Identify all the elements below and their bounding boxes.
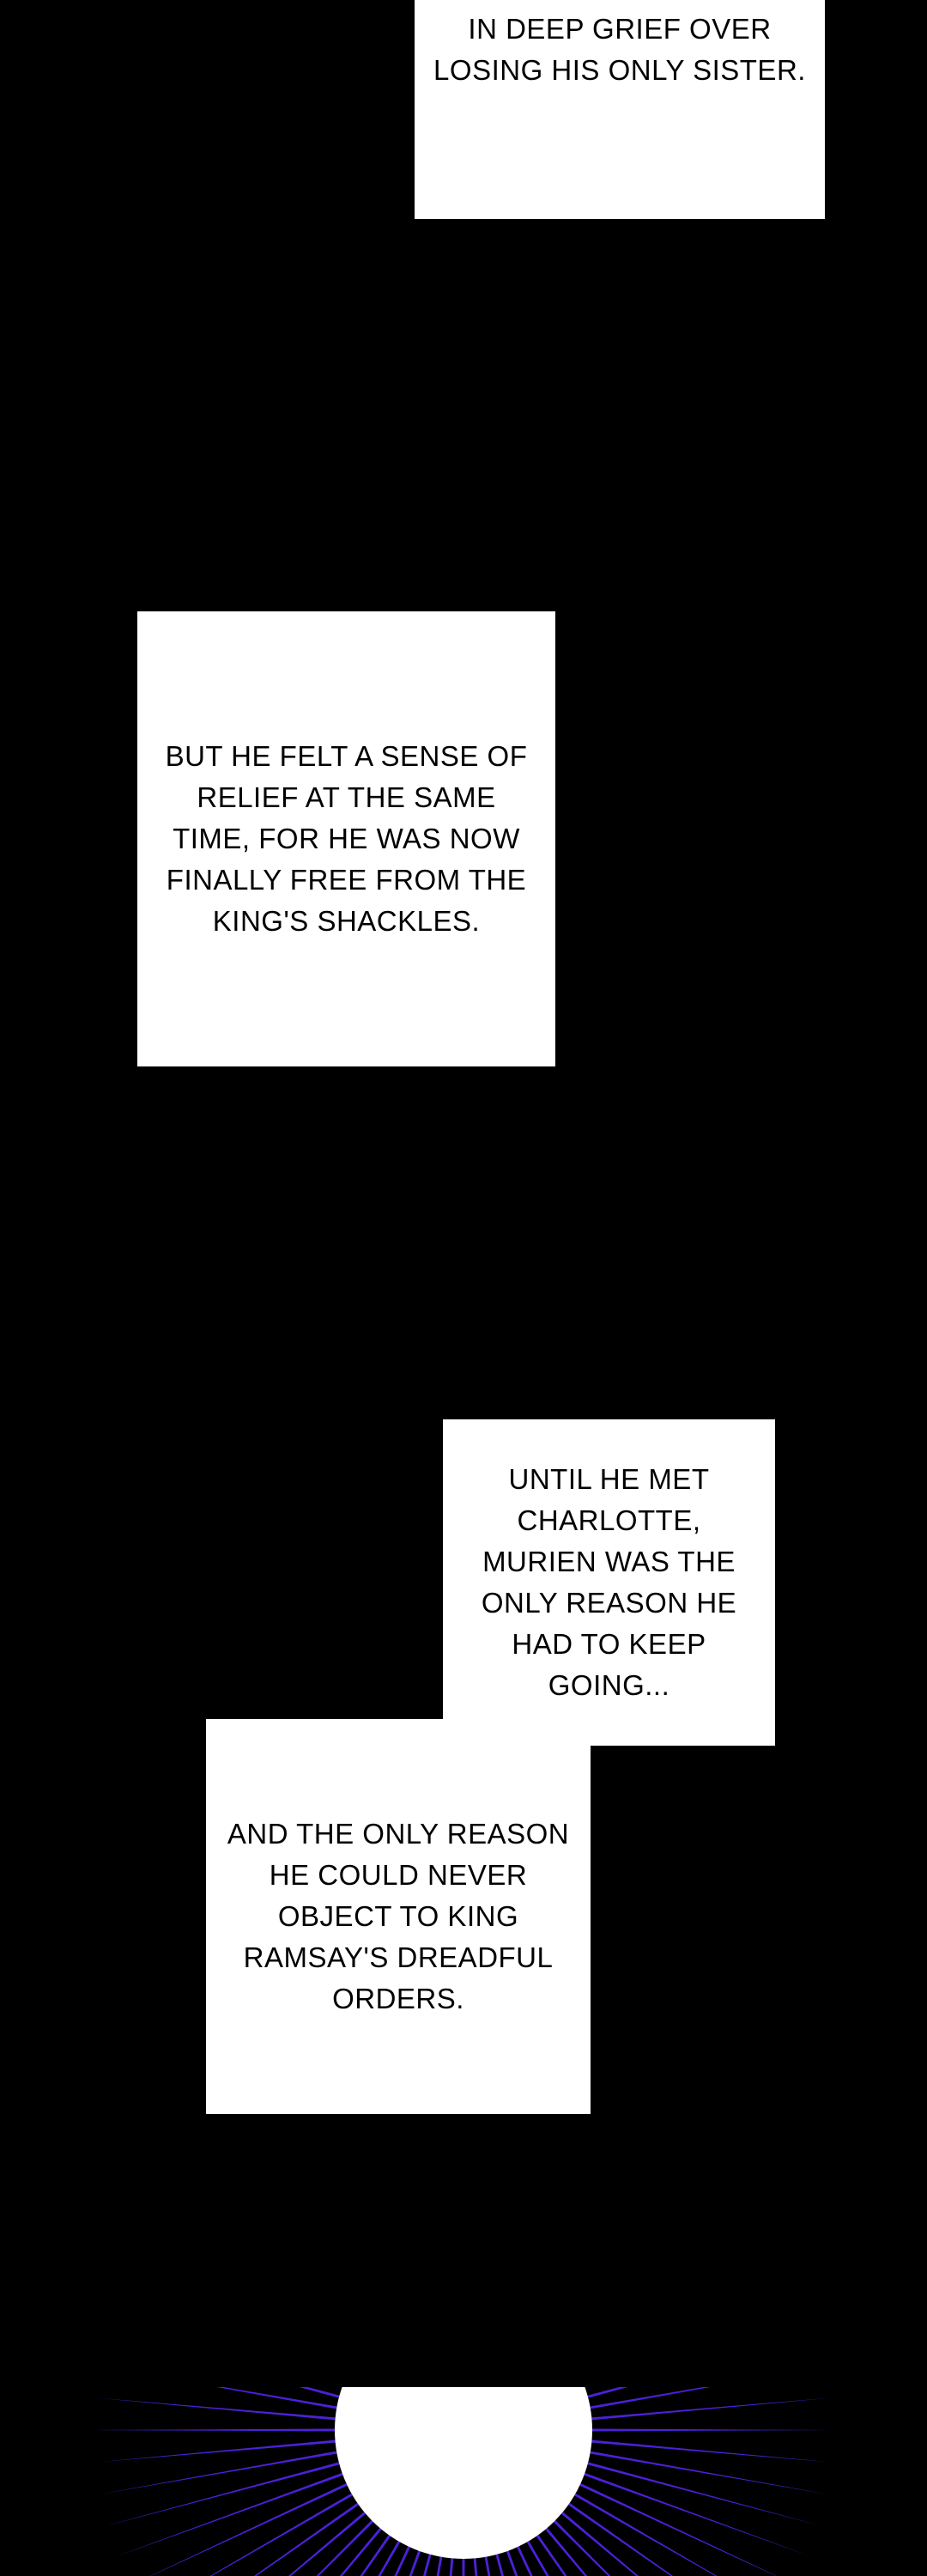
caption-panel-4: AND THE ONLY REASON HE COULD NEVER OBJECT TO KING RAMSAY'S DREADFUL ORDERS. bbox=[206, 1719, 591, 2114]
radial-burst-graphic bbox=[0, 2387, 927, 2576]
caption-panel-2: BUT HE FELT A SENSE OF RELIEF AT THE SAME TIME, FOR HE WAS NOW FINALLY FREE FROM THE KING'S SHACKLES. bbox=[137, 611, 555, 1066]
caption-panel-3: UNTIL HE MET CHARLOTTE, MURIEN WAS THE ONLY REASON HE HAD TO KEEP GOING... bbox=[443, 1419, 775, 1746]
caption-panel-1: IN DEEP GRIEF OVER LOSING HIS ONLY SISTER. bbox=[415, 0, 825, 219]
